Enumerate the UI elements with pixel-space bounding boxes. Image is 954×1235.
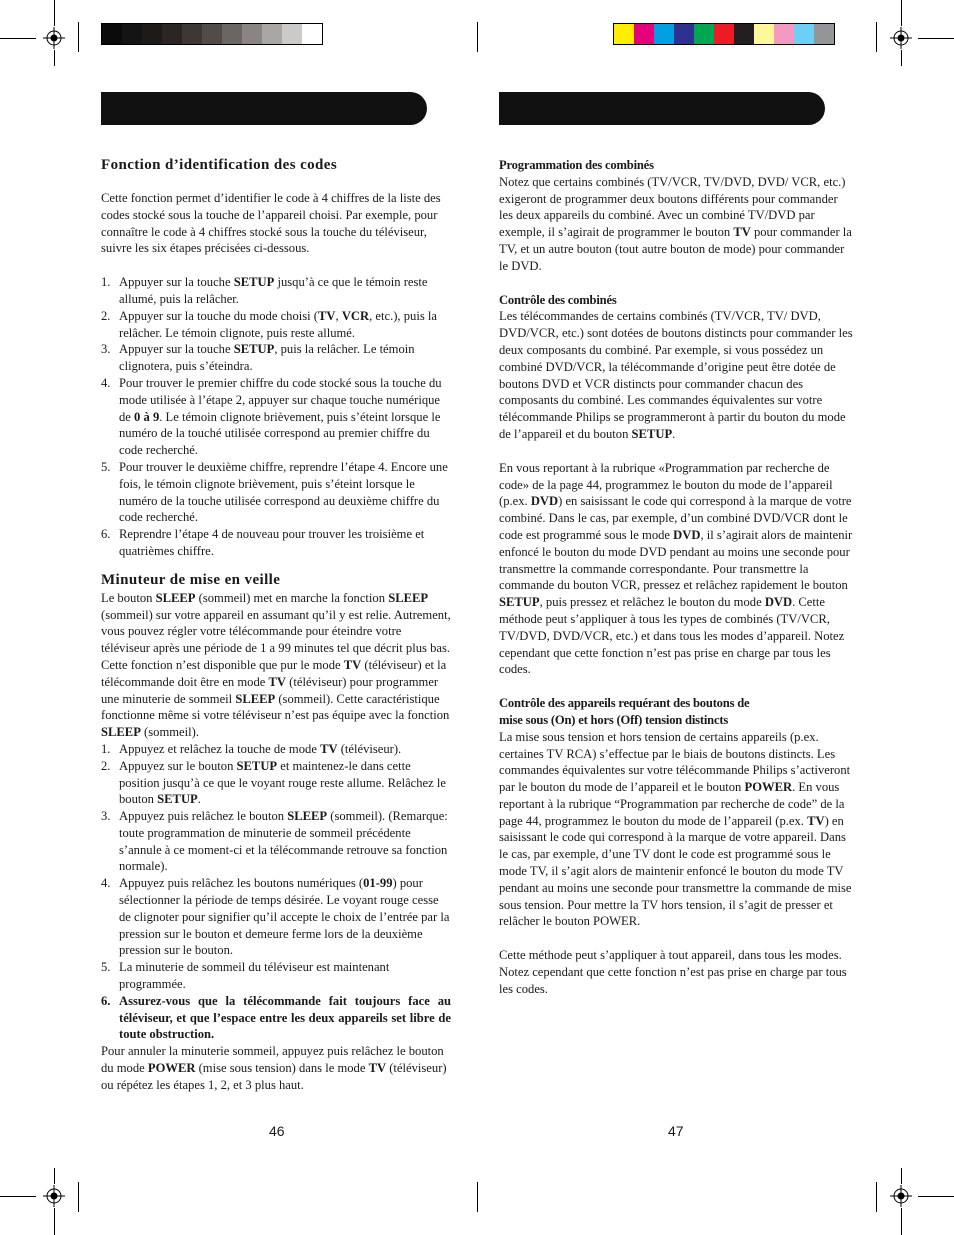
combo-programming-text: Notez que certains combinés (TV/VCR, TV/DVD, DVD/ VCR, etc.) exigeront de programmer deux boutons différents pour commander les deux appareils du combiné. Avec un combiné TV/DVD par exemple, il s’agirait de programmer le bouton TV pour commander la TV, et un autre bouton (tout autre bouton de mode) pour commander le DVD. — [499, 174, 852, 273]
color-swatch — [794, 24, 814, 44]
color-swatch — [242, 24, 262, 44]
left-column — [101, 155, 451, 1094]
step-text: Appuyer sur la touche du mode choisi (TV, VCR, etc.), puis la relâcher. Le témoin clignote, puis reste allumé. — [119, 308, 437, 340]
step-number: 5. — [101, 459, 111, 474]
bold-text: TV — [343, 657, 362, 672]
bold-text: POWER — [744, 780, 793, 795]
step-number: 1. — [101, 275, 111, 290]
bold-text: SETUP — [157, 792, 198, 807]
color-swatch — [262, 24, 282, 44]
sleep-timer-step — [101, 741, 451, 758]
code-id-step — [101, 526, 451, 560]
bold-text: SETUP — [233, 342, 275, 357]
grayscale-color-bar — [101, 23, 323, 45]
sleep-timer-step — [101, 758, 451, 808]
bold-text: TV — [320, 741, 338, 756]
sleep-timer-outro: Pour annuler la minuterie sommeil, appuyez puis relâchez le bouton du mode POWER (mise sous tension) dans le mode TV (téléviseur) ou répétez les étapes 1, 2, et 3 plus haut. — [101, 1044, 447, 1092]
color-swatch — [714, 24, 734, 44]
step-number: 2. — [101, 308, 111, 323]
color-swatch — [202, 24, 222, 44]
color-swatch — [754, 24, 774, 44]
bold-text: Assurez-vous que la télécommande fait toujours face au téléviseur, et que l’espace entre les deux appareils set libre de toute obstruction. — [119, 993, 451, 1042]
step-number: 1. — [101, 741, 111, 756]
step-text: Pour trouver le deuxième chiffre, reprendre l’étape 4. Encore une fois, le témoin clignote brièvement, puis s’éteint lorsque le numéro de la touche utilisée correspond au deuxième chiffre du code recherché. — [119, 459, 448, 525]
combo-programming-heading: Programmation des combinés — [499, 158, 654, 172]
step-number: 3. — [101, 342, 111, 357]
power-buttons-heading-line2: mise sous (On) et hors (Off) tension distincts — [499, 712, 729, 727]
color-swatch — [162, 24, 182, 44]
step-number: 2. — [101, 758, 111, 773]
power-buttons-heading-line1: Contrôle des appareils requérant des boutons de — [499, 696, 750, 711]
bold-text: TV — [733, 225, 751, 240]
bold-text: SLEEP — [287, 809, 328, 824]
step-number: 3. — [101, 809, 111, 824]
step-text: Appuyez puis relâchez les boutons numériques (01-99) pour sélectionner la période de temps désirée. Le voyant rouge cesse de clignoter pour signifier qu’il accepte le choix de l’entrée par la pression sur le bouton et demeure ferme lors de la deuxième pression sur le bouton. — [119, 876, 450, 958]
code-id-step — [101, 274, 451, 308]
power-buttons-note: Cette méthode peut s’appliquer à tout appareil, dans tous les modes. Notez cependant que cette fonction n’est pas prise en charge par tous les codes. — [499, 948, 847, 996]
bold-text: DVD — [764, 595, 793, 610]
color-swatch — [302, 24, 322, 44]
page-number-left: 46 — [269, 1123, 285, 1139]
left-header-banner — [101, 92, 427, 125]
page-number-right: 47 — [668, 1123, 684, 1139]
step-text: Appuyez sur le bouton SETUP et maintenez-le dans cette position jusqu’à ce que le voyant rouge reste allume. Relâchez le bouton SETUP. — [119, 758, 446, 807]
bold-text: SLEEP — [101, 725, 141, 740]
step-number: 4. — [101, 876, 111, 891]
step-text — [119, 994, 451, 1042]
color-swatch — [182, 24, 202, 44]
registration-mark-icon — [43, 1185, 65, 1207]
power-buttons-text: La mise sous tension et hors tension de certains appareils (p.ex. certaines TV RCA) s’effectue par le biais de boutons distincts. Les commandes équivalentes sur votre télécommande Philips s’activeront par le bouton du mode de l’appareil et le bouton POWER. En vous reportant à la rubrique “Programmation par recherche de code” de la page 44, programmez le bouton du mode de l’appareil (p.ex. TV) en saisissant le code qui correspond à la marque de votre appareil. Dans le cas, par exemple, d’une TV dont le code est programmé sous le mode TV, il s’agit alors de maintenir enfoncé le bouton du mode TV pendant au moins une seconde pour transmettre la commande de mise sous tension. Pour mettre la TV hors tension, il s’agit de presser et relâcher le bouton POWER. — [499, 729, 852, 929]
step-text: La minuterie de sommeil du téléviseur est maintenant programmée. — [119, 960, 390, 992]
color-swatch — [142, 24, 162, 44]
combo-control-heading: Contrôle des combinés — [499, 292, 617, 307]
bold-text: TV — [318, 308, 336, 323]
bold-text: TV — [268, 674, 287, 689]
code-id-step — [101, 308, 451, 342]
registration-mark-icon — [890, 1185, 912, 1207]
right-header-banner — [499, 92, 825, 125]
bold-text: 0 à 9 — [134, 409, 160, 424]
sleep-timer-step — [101, 875, 451, 959]
step-text: Appuyez et relâchez la touche de mode TV (téléviseur). — [119, 741, 402, 756]
color-swatch — [774, 24, 794, 44]
color-swatch — [122, 24, 142, 44]
color-swatch — [694, 24, 714, 44]
color-swatch — [282, 24, 302, 44]
code-id-heading: Fonction d’identification des codes — [101, 157, 338, 173]
code-id-step — [101, 375, 451, 459]
bold-text: DVD — [530, 494, 559, 509]
bold-text: TV — [807, 813, 825, 828]
color-swatch — [734, 24, 754, 44]
step-text: Reprendre l’étape 4 de nouveau pour trouver les troisième et quatrièmes chiffre. — [119, 527, 425, 558]
bold-text: DVD — [673, 527, 701, 542]
bold-text: SETUP — [499, 595, 540, 610]
right-column — [499, 157, 854, 998]
registration-mark-icon — [890, 27, 912, 49]
code-id-steps — [101, 274, 451, 560]
bold-text: SETUP — [233, 275, 275, 290]
code-id-step — [101, 341, 451, 375]
bold-text: SLEEP — [235, 691, 276, 706]
bold-text: SETUP — [236, 758, 278, 773]
color-swatch — [222, 24, 242, 44]
code-id-intro: Cette fonction permet d’identifier le code à 4 chiffres de la liste des codes stocké sous la touche de l’appareil choisi. Par exemple, pour connaître le code à 4 chiffres stocké sous la touche du téléviseur, suivre les six étapes précisées ci-dessous. — [101, 191, 441, 256]
bold-text: SLEEP — [155, 590, 196, 605]
step-number: 6. — [101, 527, 111, 542]
step-text: Appuyer sur la touche SETUP jusqu’à ce que le témoin reste allumé, puis la relâcher. — [119, 275, 428, 306]
color-swatch — [614, 24, 634, 44]
sleep-timer-step — [101, 959, 451, 993]
registration-mark-icon — [43, 27, 65, 49]
process-color-bar — [613, 23, 835, 45]
color-swatch — [814, 24, 834, 44]
step-number: 5. — [101, 960, 111, 975]
bold-text: SETUP — [631, 426, 673, 441]
color-swatch — [102, 24, 122, 44]
sleep-timer-steps — [101, 741, 451, 1043]
color-swatch — [654, 24, 674, 44]
bold-text: POWER — [147, 1061, 196, 1076]
step-number: 4. — [101, 375, 111, 390]
bold-text: TV — [368, 1061, 387, 1076]
color-swatch — [674, 24, 694, 44]
sleep-timer-step — [101, 808, 451, 875]
code-id-step — [101, 459, 451, 526]
bold-text: SLEEP — [388, 590, 429, 605]
bold-text: 01-99 — [363, 876, 393, 891]
sleep-timer-heading: Minuteur de mise en veille — [101, 571, 281, 588]
bold-text: VCR — [341, 308, 370, 323]
step-text: Appuyer sur la touche SETUP, puis la relâcher. Le témoin clignotera, puis s’éteindra. — [119, 342, 415, 374]
sleep-timer-step — [101, 993, 451, 1043]
sleep-timer-intro: Le bouton SLEEP (sommeil) met en marche la fonction SLEEP (sommeil) sur votre appareil en assumant qu’il y est relie. Autrement, vous pouvez régler votre télécommande pour éteindre votre téléviseur après une période de 1 a 99 minutes tel que décrit plus bas. Cette fonction n’est disponible que pur le mode TV (téléviseur) et la télécommande doit être en mode TV (téléviseur) pour programmer une minuterie de sommeil SLEEP (sommeil). Cette caractéristique fonctionne même si votre téléviseur n’est pas équipe avec la fonction SLEEP (sommeil). — [101, 590, 451, 740]
combo-control-text: Les télécommandes de certains combinés (TV/VCR, TV/ DVD, DVD/VCR, etc.) sont dotées de boutons distincts pour commander les deux composants du combiné. Par exemple, si vous possédez un combiné DVD/VCR, la télécommande d’origine peut être dotée de boutons DVD et VCR distincts pour commander chacun des composants du combiné. Les commandes équivalentes sur votre télécommande Philips se programmeront à partir du bouton du mode de l’appareil et du bouton SETUP. — [499, 309, 853, 441]
combo-control-text-2: En vous reportant à la rubrique «Programmation par recherche de code» de la page 44, programmez le bouton du mode de l’appareil (p.ex. DVD) en saisissant le code qui correspond à la marque de votre combiné. Dans le cas, par exemple, d’un combiné DVD/VCR dont le code est programmé sous le mode DVD, il s’agirait alors de maintenir enfoncé le bouton du mode DVD pendant au moins une seconde pour transmettre la commande correspondante. Pour transmettre la commande du bouton VCR, pressez et relâchez rapidement le bouton SETUP, puis pressez et relâchez le bouton du mode DVD. Cette méthode peut s’appliquer à tous les types de combinés (TV/VCR, TV/DVD, DVD/VCR, etc.) et dans tous les modes d’appareil. Notez cependant que cette fonction n’est pas prise en charge par tous les codes. — [499, 460, 853, 677]
color-swatch — [634, 24, 654, 44]
step-number: 6. — [101, 993, 111, 1008]
step-text: Appuyez puis relâchez le bouton SLEEP (sommeil). (Remarque: toute programmation de minuterie de sommeil précédente s’annule à ce moment-ci et la télécommande retrouve sa fonction normale). — [119, 809, 448, 874]
step-text: Pour trouver le premier chiffre du code stocké sous la touche du mode utilisée à l’étape 2, appuyer sur chaque touche numérique de 0 à 9. Le témoin clignote brièvement, puis s’éteint lorsque le numéro de la touché utilisée correspond au premier chiffre du code recherché. — [119, 375, 442, 458]
